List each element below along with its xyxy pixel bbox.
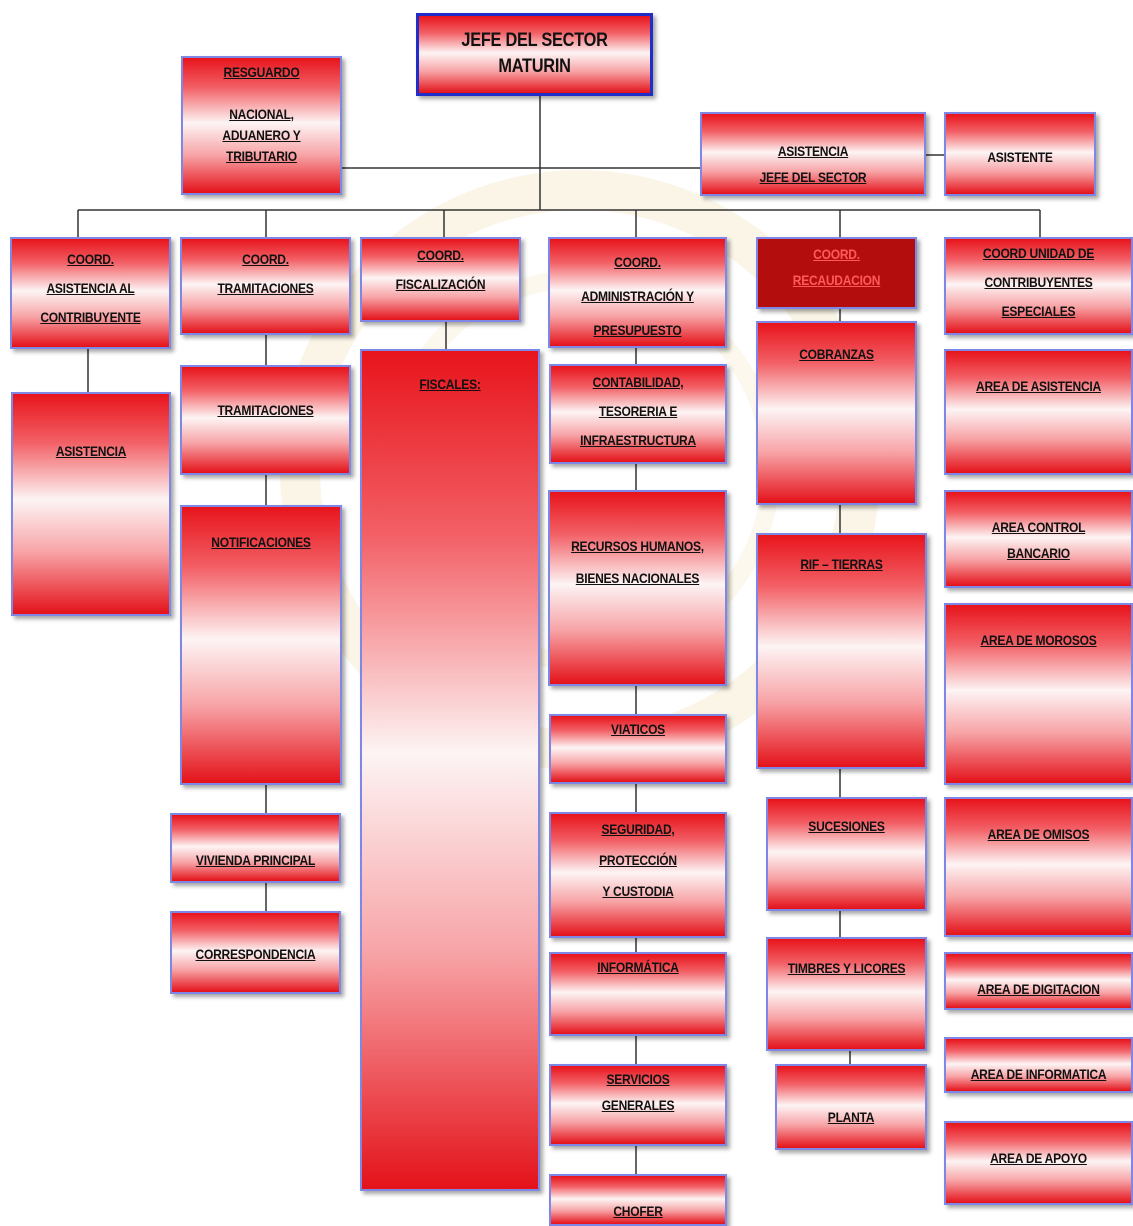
servicios-generales-label: SERVICIOS GENERALES [601,1071,675,1113]
sucesiones-box [766,797,927,911]
seguridad-box [549,812,727,938]
fiscales-label: FISCALES: [419,376,481,392]
correspondencia-box [170,911,341,994]
area-omisos-box [944,797,1133,937]
area-informatica-label: AREA DE INFORMATICA [970,1066,1107,1082]
seguridad-label: SEGURIDAD, PROTECCIÓN Y CUSTODIA [599,821,677,899]
asistente-label: ASISTENTE [987,149,1053,165]
area-digitacion-box [944,952,1133,1010]
coord-tramitaciones-label: COORD. TRAMITACIONES [217,251,314,296]
recursos-humanos-box [548,490,727,686]
timbres-licores-box [766,937,927,1051]
area-apoyo-box [944,1121,1133,1205]
viaticos-box [549,714,727,784]
tramitaciones-box [180,365,351,475]
coord-especiales-box [944,237,1133,335]
notificaciones-label: NOTIFICACIONES [211,534,311,550]
coord-recaudacion-label: COORD. RECAUDACION [792,246,881,288]
planta-box [775,1064,927,1150]
coord-tramitaciones-box [180,237,351,335]
asistencia-jefe-box [700,112,926,196]
coord-fiscalizacion-label: COORD. FISCALIZACIÓN [395,247,486,292]
chofer-box [549,1174,727,1226]
area-morosos-box [944,603,1133,785]
coord-asistencia-label: COORD. ASISTENCIA AL CONTRIBUYENTE [40,251,141,325]
resguardo-label: RESGUARDO NACIONAL, ADUANERO Y TRIBUTARIO [222,64,301,164]
asistencia-box [11,392,171,616]
correspondencia-label: CORRESPONDENCIA [195,946,316,962]
area-digitacion-label: AREA DE DIGITACION [977,981,1100,997]
coord-fiscalizacion-box [360,237,521,322]
informatica-admin-label: INFORMÁTICA [597,959,679,975]
tramitaciones-label: TRAMITACIONES [217,402,314,418]
coord-especiales-label: COORD UNIDAD DE CONTRIBUYENTES ESPECIALES [982,245,1095,319]
rif-tierras-label: RIF – TIERRAS [800,556,883,572]
resguardo-box [181,56,342,195]
jefe-del-sector-box [416,13,653,96]
contabilidad-label: CONTABILIDAD, TESORERIA E INFRAESTRUCTURA [580,374,696,448]
area-asistencia-box [944,349,1133,475]
contabilidad-box [549,364,727,464]
area-morosos-label: AREA DE MOROSOS [980,632,1097,648]
informatica-admin-box [549,952,727,1036]
recursos-humanos-label: RECURSOS HUMANOS, BIENES NACIONALES [571,538,704,586]
coord-asistencia-box [10,237,171,349]
asistente-box [944,112,1096,196]
area-control-bancario-box [944,490,1133,588]
area-informatica-box [944,1037,1133,1093]
servicios-generales-box [549,1064,727,1146]
area-apoyo-label: AREA DE APOYO [990,1150,1087,1166]
fiscales-box [360,349,540,1191]
cobranzas-box [756,321,917,505]
coord-administracion-box [548,237,727,348]
coord-recaudacion-box [756,237,917,309]
timbres-licores-label: TIMBRES Y LICORES [787,960,906,976]
coord-administracion-label: COORD. ADMINISTRACIÓN Y PRESUPUESTO [581,254,694,338]
planta-label: PLANTA [827,1109,875,1125]
asistencia-jefe-label: ASISTENCIA JEFE DEL SECTOR [759,143,867,185]
asistencia-label: ASISTENCIA [55,443,127,459]
sucesiones-label: SUCESIONES [808,818,885,834]
jefe-del-sector-label: JEFE DEL SECTOR MATURIN [461,30,608,77]
area-omisos-label: AREA DE OMISOS [987,826,1090,842]
area-asistencia-label: AREA DE ASISTENCIA [976,378,1101,394]
vivienda-principal-label: VIVIENDA PRINCIPAL [195,852,316,868]
cobranzas-label: COBRANZAS [799,346,874,362]
notificaciones-box [180,505,342,785]
viaticos-label: VIATICOS [611,721,665,737]
vivienda-principal-box [170,813,341,883]
chofer-label: CHOFER [613,1203,663,1219]
area-control-bancario-label: AREA CONTROL BANCARIO [991,519,1086,561]
rif-tierras-box [756,533,927,769]
